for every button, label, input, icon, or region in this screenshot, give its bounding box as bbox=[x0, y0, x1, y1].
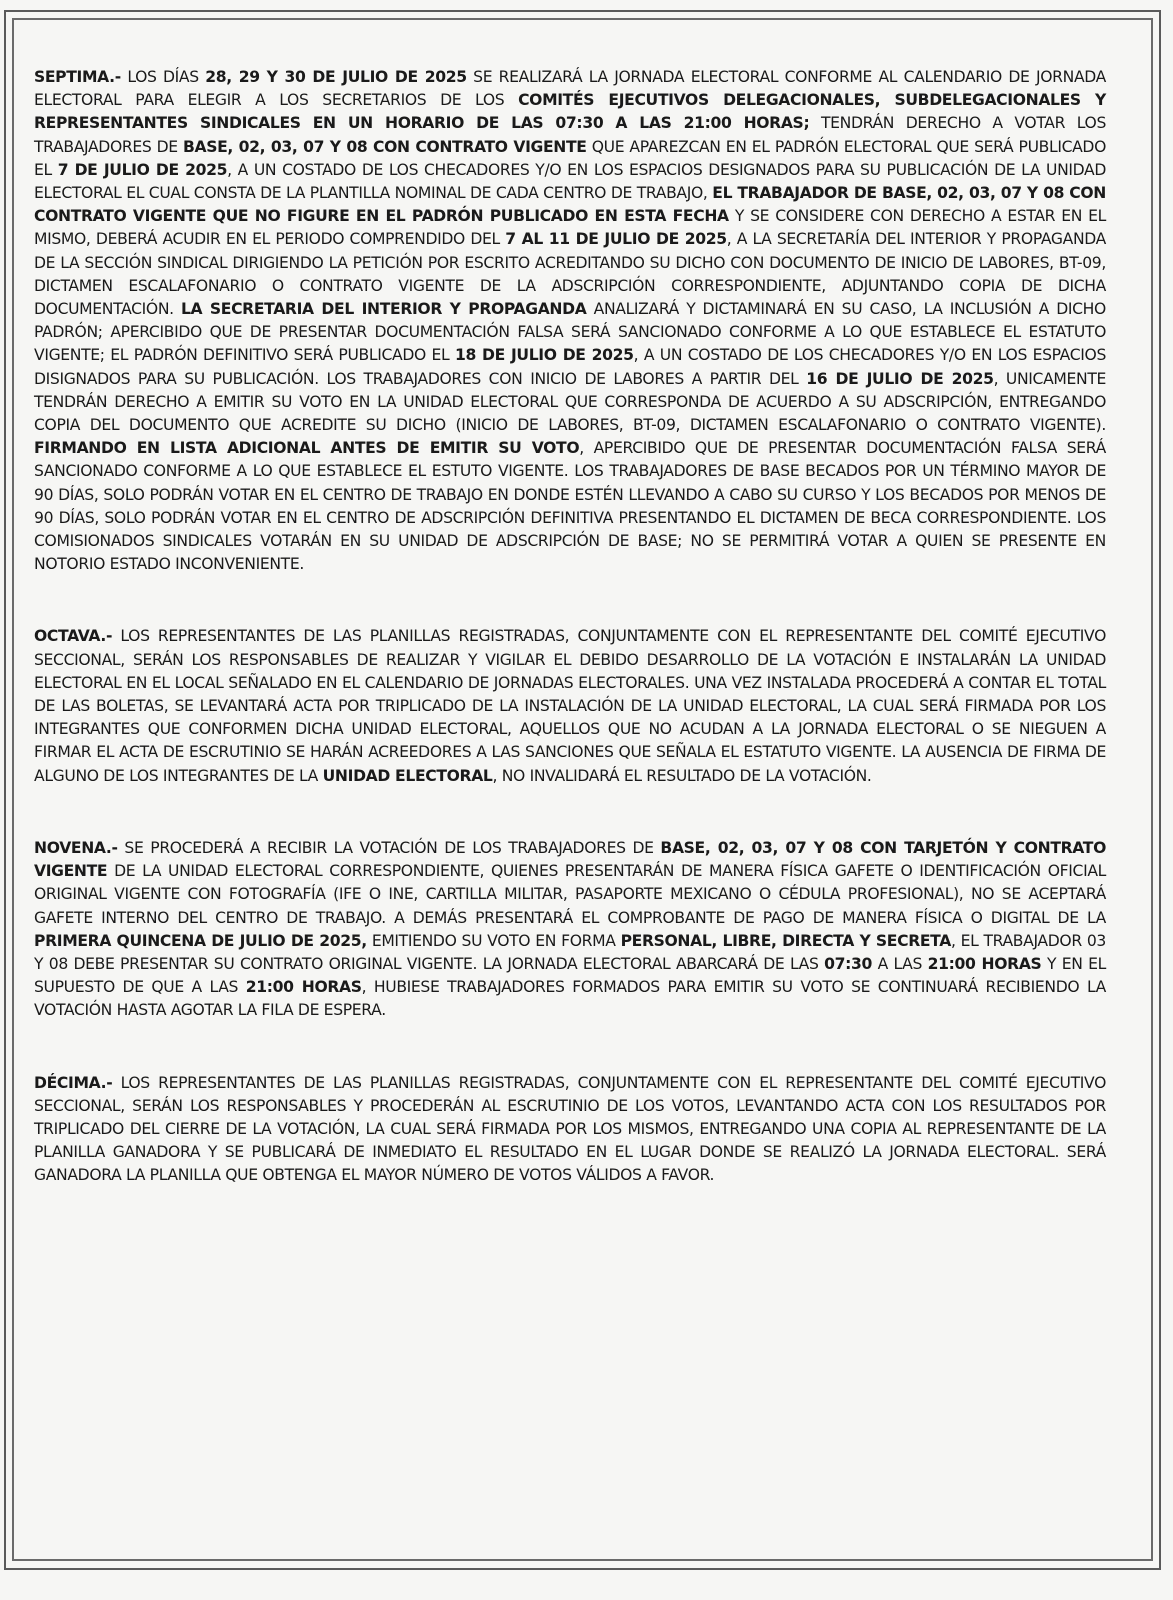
bold-text: OCTAVA.- bbox=[34, 627, 113, 646]
clause-text: , A LA SECRETARÍA DEL INTERIOR Y PROPAGANDA DE LA SECCIÓN SINDICAL DIRIGIENDO LA PETICIÓN POR ESCRITO ACREDITANDO SU DICHO CON DOCUMENTO DE INICIO DE LABORES, BT-09, DICTAMEN ESCALAFONARIO O CONTRATO VIGENTE DE LA ADSCRIPCIÓN CORRESPONDIENTE, ADJUNTANDO COPIA DE DICHA DOCUMENTACIÓN. bbox=[34, 230, 1106, 319]
clause-text: , HUBIESE TRABAJADORES FORMADOS PARA EMITIR SU VOTO SE CONTINUARÁ RECIBIENDO LA VOTACIÓN HASTA AGOTAR LA FILA DE ESPERA. bbox=[34, 978, 1106, 1020]
bold-text: 21:00 HORAS bbox=[245, 978, 362, 997]
bold-text: PERSONAL, LIBRE, DIRECTA Y SECRETA bbox=[620, 931, 951, 950]
bold-text: COMITÉS EJECUTIVOS DELEGACIONALES, SUBDELEGACIONALES Y REPRESENTANTES SINDICALES EN UN HORARIO DE LAS 07:30 A LAS 21:00 HORAS; bbox=[34, 91, 1106, 133]
bold-text: 7 DE JULIO DE 2025 bbox=[57, 160, 228, 179]
bold-text: EL TRABAJADOR DE BASE, 02, 03, 07 Y 08 CON CONTRATO VIGENTE QUE NO FIGURE EN EL PADRÓN PUBLICADO EN ESTA FECHA bbox=[34, 184, 1106, 226]
bold-text: 07:30 bbox=[824, 954, 873, 973]
clause-septima bbox=[34, 66, 1106, 576]
bold-text: 28, 29 Y 30 DE JULIO DE 2025 bbox=[205, 68, 467, 86]
bold-text: BASE, 02, 03, 07 Y 08 CON TARJETÓN Y CONTRATO VIGENTE bbox=[34, 838, 1106, 881]
bold-text: 18 DE JULIO DE 2025 bbox=[454, 346, 634, 365]
bold-text: FIRMANDO EN LISTA ADICIONAL ANTES DE EMITIR SU VOTO bbox=[34, 439, 580, 458]
clause-text: LOS REPRESENTANTES DE LAS PLANILLAS REGISTRADAS, CONJUNTAMENTE CON EL REPRESENTANTE DEL COMITÉ EJECUTIVO SECCIONAL, SERÁN LOS RESPONSABLES DE REALIZAR Y VIGILAR EL DEBIDO DESARROLLO DE LA VOTACIÓN E INSTALARÁN LA UNIDAD ELECTORAL EN EL LOCAL SEÑALADO EN EL CALENDARIO DE JORNADAS ELECTORALES. UNA VEZ INSTALADA PROCEDERÁ A CONTAR EL TOTAL DE LAS BOLETAS, SE LEVANTARÁ ACTA POR TRIPLICADO DE LA INSTALACIÓN DE LA UNIDAD ELECTORAL, LA CUAL SERÁ FIRMADA POR LOS INTEGRANTES QUE CONFORMEN DICHA UNIDAD ELECTORAL, AQUELLOS QUE NO ACUDAN A LA JORNADA ELECTORAL O SE NIEGUEN A FIRMAR EL ACTA DE ESCRUTINIO SE HARÁN ACREEDORES A LAS SANCIONES QUE SEÑALA EL ESTATUTO VIGENTE. LA AUSENCIA DE FIRMA DE ALGUNO DE LOS INTEGRANTES DE LA bbox=[34, 627, 1106, 785]
clause-text: EMITIENDO SU VOTO EN FORMA bbox=[366, 931, 621, 950]
clause-text: SE REALIZARÁ LA JORNADA ELECTORAL CONFORME AL CALENDARIO DE JORNADA ELECTORAL PARA ELEGIR A LOS SECRETARIOS DE LOS bbox=[34, 68, 1106, 110]
bold-text: NOVENA.- bbox=[34, 838, 118, 857]
clause-text: DE LA UNIDAD ELECTORAL CORRESPONDIENTE, QUIENES PRESENTARÁN DE MANERA FÍSICA GAFETE O IDENTIFICACIÓN OFICIAL ORIGINAL VIGENTE CON FOTOGRAFÍA (IFE O INE, CARTILLA MILITAR, PASAPORTE MEXICANO O CÉDULA PROFESIONAL), NO SE ACEPTARÁ GAFETE INTERNO DEL CENTRO DE TRABAJO. A DEMÁS PRESENTARÁ EL COMPROBANTE DE PAGO DE MANERA FÍSICA O DIGITAL DE LA bbox=[34, 862, 1106, 927]
clause-text: Y EN EL SUPUESTO DE QUE A LAS bbox=[34, 954, 1106, 997]
clause-text: , APERCIBIDO QUE DE PRESENTAR DOCUMENTACIÓN FALSA SERÁ SANCIONADO CONFORME A LO QUE ESTABLECE EL ESTUTO VIGENTE. LOS TRABAJADORES DE BASE BECADOS POR UN TÉRMINO MAYOR DE 90 DÍAS, SOLO PODRÁN VOTAR EN EL CENTRO DE TRABAJO EN DONDE ESTÉN LLEVANDO A CABO SU CURSO Y LOS BECADOS POR MENOS DE 90 DÍAS, SOLO PODRÁN VOTAR EN EL CENTRO DE ADSCRIPCIÓN DEFINITIVA PRESENTANDO EL DICTAMEN DE BECA CORRESPONDIENTE. LOS COMISIONADOS SINDICALES VOTARÁN EN SU UNIDAD DE ADSCRIPCIÓN DE BASE; NO SE PERMITIRÁ VOTAR A QUIEN SE PRESENTE EN NOTORIO ESTADO INCONVENIENTE. bbox=[34, 439, 1106, 574]
clause-decima bbox=[34, 1072, 1106, 1188]
bold-text: SEPTIMA.- bbox=[34, 68, 121, 86]
document-body bbox=[34, 66, 1106, 1188]
clause-text: Y SE CONSIDERE CON DERECHO A ESTAR EN EL MISMO, DEBERÁ ACUDIR EN EL PERIODO COMPRENDIDO DEL bbox=[34, 207, 1106, 249]
clause-text: , A UN COSTADO DE LOS CHECADORES Y/O EN LOS ESPACIOS DISIGNADOS PARA SU PUBLICACIÓN. LOS TRABAJADORES CON INICIO DE LABORES A PARTIR DEL bbox=[34, 346, 1106, 388]
clause-novena bbox=[34, 837, 1106, 1023]
bold-text: UNIDAD ELECTORAL bbox=[322, 766, 493, 785]
clause-text: LOS REPRESENTANTES DE LAS PLANILLAS REGISTRADAS, CONJUNTAMENTE CON EL REPRESENTANTE DEL COMITÉ EJECUTIVO SECCIONAL, SERÁN LOS RESPONSABLES Y PROCEDERÁN AL ESCRUTINIO DE LOS VOTOS, LEVANTANDO ACTA CON LOS RESULTADOS POR TRIPLICADO DEL CIERRE DE LA VOTACIÓN, LA CUAL SERÁ FIRMADA POR LOS MISMOS, ENTREGANDO UNA COPIA AL REPRESENTANTE DE LA PLANILLA GANADORA Y SE PUBLICARÁ DE INMEDIATO EL RESULTADO EN EL LUGAR DONDE SE REALIZÓ LA JORNADA ELECTORAL. SERÁ GANADORA LA PLANILLA QUE OBTENGA EL MAYOR NÚMERO DE VOTOS VÁLIDOS A FAVOR. bbox=[34, 1073, 1106, 1185]
bold-text: 16 DE JULIO DE 2025 bbox=[806, 369, 994, 388]
bold-text: PRIMERA QUINCENA DE JULIO DE 2025, bbox=[34, 931, 367, 950]
clause-text: ANALIZARÁ Y DICTAMINARÁ EN SU CASO, LA INCLUSIÓN A DICHO PADRÓN; APERCIBIDO QUE DE PRESENTAR DOCUMENTACIÓN FALSA SERÁ SANCIONADO CONFORME A LO QUE ESTABLECE EL ESTATUTO VIGENTE; EL PADRÓN DEFINITIVO SERÁ PUBLICADO EL bbox=[34, 300, 1106, 365]
clause-text: , EL TRABAJADOR 03 Y 08 DEBE PRESENTAR SU CONTRATO ORIGINAL VIGENTE. LA JORNADA ELECTORAL ABARCARÁ DE LAS bbox=[34, 931, 1106, 973]
clause-text: , A UN COSTADO DE LOS CHECADORES Y/O EN LOS ESPACIOS DESIGNADOS PARA SU PUBLICACIÓN DE LA UNIDAD ELECTORAL EL CUAL CONSTA DE LA PLANTILLA NOMINAL DE CADA CENTRO DE TRABAJO, bbox=[34, 160, 1106, 203]
bold-text: LA SECRETARIA DEL INTERIOR Y PROPAGANDA bbox=[180, 300, 587, 319]
clause-text: QUE APAREZCAN EN EL PADRÓN ELECTORAL QUE SERÁ PUBLICADO EL bbox=[34, 137, 1107, 179]
clause-text: LOS DÍAS bbox=[120, 68, 206, 86]
clause-text: SE PROCEDERÁ A RECIBIR LA VOTACIÓN DE LOS TRABAJADORES DE bbox=[117, 838, 661, 857]
bold-text: 21:00 HORAS bbox=[927, 954, 1042, 973]
clause-octava bbox=[34, 625, 1106, 787]
bold-text: 7 AL 11 DE JULIO DE 2025 bbox=[505, 230, 727, 249]
bold-text: DÉCIMA.- bbox=[34, 1073, 113, 1092]
clause-text: TENDRÁN DERECHO A VOTAR LOS TRABAJADORES DE bbox=[34, 114, 1106, 156]
clause-text: A LAS bbox=[872, 954, 928, 973]
clause-text: , UNICAMENTE TENDRÁN DERECHO A EMITIR SU VOTO EN LA UNIDAD ELECTORAL QUE CORRESPONDA DE ACUERDO A SU ADSCRIPCIÓN, ENTREGANDO COPIA DEL DOCUMENTO QUE ACREDITE SU DICHO (INICIO DE LABORES, BT-09, DICTAMEN ESCALAFONARIO O CONTRATO VIGENTE). bbox=[34, 369, 1107, 435]
clause-text: , NO INVALIDARÁ EL RESULTADO DE LA VOTACIÓN. bbox=[492, 766, 872, 785]
bold-text: BASE, 02, 03, 07 Y 08 CON CONTRATO VIGENTE bbox=[182, 137, 587, 156]
